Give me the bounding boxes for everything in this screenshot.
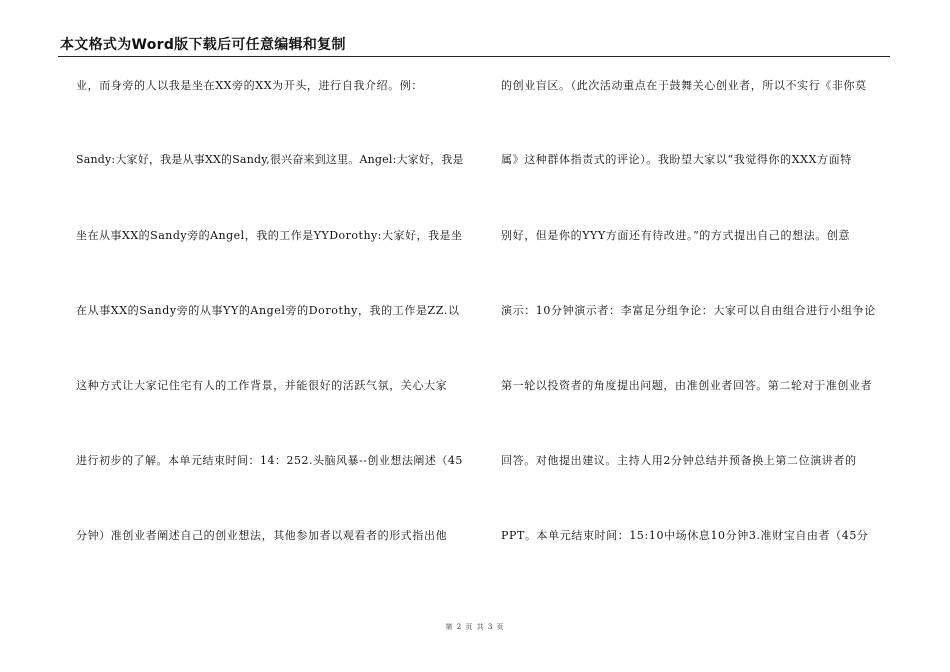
text-line: Sandy:大家好，我是从事XX的Sandy,很兴奋来到这里。Angel:大家好，我是 bbox=[76, 153, 464, 166]
text-line: 业，而身旁的人以我是坐在XX旁的XX为开头，进行自我介绍。例： bbox=[76, 79, 423, 92]
page-number: 第 2 页 共 3 页 bbox=[445, 623, 505, 631]
text-line: 属》这种群体指责式的评论）。我盼望大家以“我觉得你的XXX方面特 bbox=[501, 153, 852, 166]
text-line: 进行初步的了解。本单元结束时间：14：252.头脑风暴--创业想法阐述（45 bbox=[76, 454, 463, 467]
text-line: 的创业盲区。（此次活动重点在于鼓舞关心创业者，所以不实行《非你莫 bbox=[501, 79, 867, 92]
text-line: 在从事XX的Sandy旁的从事YY的Angel旁的Dorothy，我的工作是ZZ.以 bbox=[76, 304, 460, 317]
text-line: 第一轮以投资者的角度提出问题，由准创业者回答。第二轮对于准创业者 bbox=[501, 379, 873, 392]
text-line: 别好，但是你的YYY方面还有待改进。”的方式提出自己的想法。创意 bbox=[501, 229, 851, 242]
header-title: 本文格式为Word版下载后可任意编辑和复制 bbox=[60, 37, 346, 53]
text-line: PPT。本单元结束时间：15:10中场休息10分钟3.准财宝自由者（45分 bbox=[501, 529, 869, 542]
text-line: 回答。对他提出建议。主持人用2分钟总结并预备换上第二位演讲者的 bbox=[501, 454, 857, 467]
text-line: 坐在从事XX的Sandy旁的Angel，我的工作是YYDorothy:大家好，我是坐 bbox=[76, 229, 463, 242]
text-line: 演示：10分钟演示者：李富足分组争论：大家可以自由组合进行小组争论 bbox=[501, 304, 876, 317]
text-line: 这种方式让大家记住宅有人的工作背景，并能很好的活跃气氛，关心大家 bbox=[76, 379, 448, 392]
left-text-column bbox=[76, 0, 476, 672]
right-text-column bbox=[501, 0, 901, 672]
text-line: 分钟）准创业者阐述自己的创业想法，其他参加者以观看者的形式指出他 bbox=[76, 529, 448, 542]
